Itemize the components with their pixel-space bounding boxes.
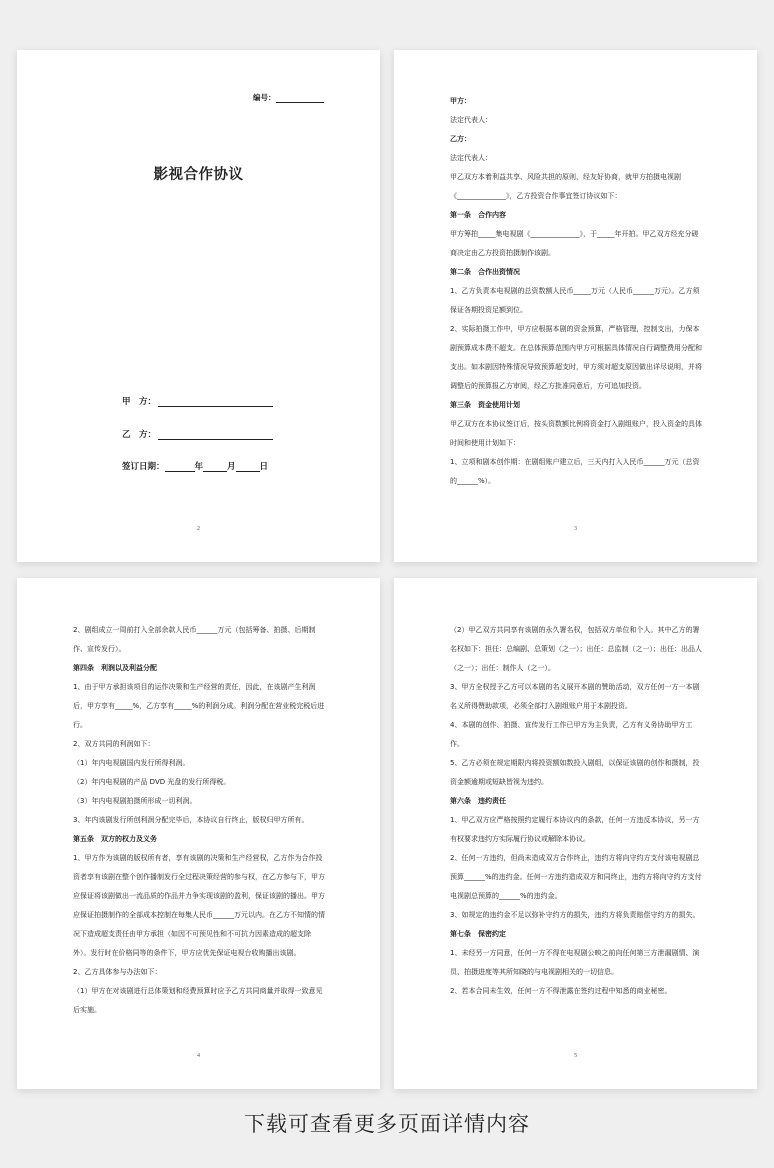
page-number: 4 [197,1053,200,1059]
page-4-body [73,621,328,1020]
contract-number-label: 编号： [253,93,276,102]
document-page-cover [17,50,380,562]
party-a-blank [158,397,273,407]
signing-date-line [122,460,268,472]
clause-paragraph: 法定代表人： [450,116,492,124]
clause-paragraph: 1、未经另一方同意，任何一方不得在电视剧公映之前向任何第三方泄漏剧情、演员、拍摄进度等其所知晓的与电视剧相关的一切信息。 [450,949,700,976]
signing-date-label: 签订日期： [122,462,165,472]
document-page-4 [17,578,380,1089]
page-5-body [450,621,705,1001]
clause-paragraph: 5、乙方必须在规定期限内将投资额如数投入剧组，以保证该剧的创作和摄制，投资金额逾期或短缺皆视为违约。 [450,759,700,786]
clause-paragraph: 甲乙双方在本协议签订后，按头资数额比例将资金打入剧组账户，投入资金的具体时间和使用计划如下： [450,420,702,447]
clause-paragraph: 3、如规定的违约金不足以弥补守约方的损失，违约方将负责赔偿守约方的损失。 [450,911,700,919]
party-a-label: 甲 方： [122,397,157,407]
clause-paragraph: 2、乙方具体参与办法如下： [73,968,162,976]
page-number: 5 [574,1053,577,1059]
clause-paragraph: （3）年内电视剧拍摄所形成一切利润。 [73,797,197,805]
clause-paragraph: 4、本剧的创作、拍摄、宣传发行工作已甲方为主负责，乙方有义务协助甲方工作。 [450,721,693,748]
page-number: 3 [574,526,577,532]
month-blank [203,462,227,472]
day-blank [236,462,260,472]
clause-paragraph: 2、若本合同未生效，任何一方不得泄露在签约过程中知悉的商业秘密。 [450,987,672,995]
section-heading: 第一条 合作内容 [450,211,506,219]
section-heading: 第四条 利润以及利益分配 [73,664,157,672]
party-b-signature-line [122,428,273,440]
clause-paragraph: （1）甲方在对该剧进行总体策划和经费预算时应予乙方共同商量并取得一致意见后实施。 [73,987,323,1014]
document-page-3 [394,50,757,562]
section-heading: 乙方： [450,135,471,143]
page-number: 2 [197,526,200,532]
clause-paragraph: 2、任何一方违约，但尚未造成双方合作终止，违约方将向守约方支付该电视剧总预算______%的违约金。任何一方违约造成双方和同终止，违约方将向守约方支付电视剧总预算的______%的违约金。 [450,854,702,900]
party-b-blank [158,430,273,440]
clause-paragraph: 1、乙方负责本电视剧的总资数额人民币_____万元（人民币______万元）。乙方须保证各期投资足额到位。 [450,287,700,314]
clause-paragraph: （1）年内电视剧国内发行所得利润。 [73,759,190,767]
clause-paragraph: 1、甲方作为该剧的版权所有者，享有该剧的决策和生产经营权，乙方作为合作投资者享有该剧在整个创作播制发行全过程决策经营的参与权，在乙方参与下，甲方应保证将该剧做出一流品质的作品并力争实现该剧的盈利，保证该剧的播出。甲方应保证拍摄制作的全部成本控制在每集人民币______万元以内。在乙方不知情的情况下造成超支责任由甲方承担（如因不可预见性和不可抗力因素造成的超支除外）。发行时在价格同等的条件下，甲方应优先保证电视台收购播出该剧。 [73,854,325,957]
section-heading: 甲方： [450,97,471,105]
year-label: 年 [194,462,204,472]
clause-paragraph: 2、剧组成立一周前打入全部余款人民币______万元（包括筹备、拍摄、后期制作、宣传发行）。 [73,626,316,653]
section-heading: 第七条 保密约定 [450,930,506,938]
section-heading: 第三条 资金使用计划 [450,401,520,409]
clause-paragraph: 1、由于甲方承担该项目的运作决策和生产经营的责任，因此，在该剧产生利润后，甲方享有_____%，乙方享有_____%的利润分成。利润分配在营业税完税后进行。 [73,683,325,729]
clause-paragraph: （2）年内电视剧的产品 DVD 光盘的发行所得税。 [73,778,231,786]
clause-paragraph: 3、年内该剧发行所创利润分配完毕后，本协议自行终止，版权归甲方所有。 [73,816,309,824]
clause-paragraph: 2、实际拍摄工作中，甲方应根据本剧的资金预算，严格管理，控制支出，力保本剧预算成本费不超支。在总体预算范围内甲方可根据具体情况自行调整费用分配和支出。如本剧因特殊情况导致预算超支时，甲方须对超支原因做出详尽说明，并将调整后的预算报乙方审阅，经乙方批准同意后，方可追加投资。 [450,325,702,390]
contract-number-field [253,92,324,103]
contract-number-blank [276,94,324,103]
clause-paragraph: 1、立项和剧本创作期：在剧组账户建立后，三天内打入人民币______万元（总资的______%）。 [450,458,700,485]
day-label: 日 [259,462,269,472]
section-heading: 第二条 合作出资情况 [450,268,520,276]
clause-paragraph: 甲方筹拍_____集电视剧《______________》，于_____年开拍。甲乙双方经充分磋商决定由乙方投资拍摄制作该剧。 [450,230,699,257]
party-b-label: 乙 方： [122,430,157,440]
page-3-body [450,92,705,491]
party-a-signature-line [122,395,273,407]
clause-paragraph: 3、甲方全权授予乙方可以本剧的名义展开本剧的赞助活动，双方任何一方一本剧名义所得赞助款项，必须全部打入剧组账户用于本剧投资。 [450,683,700,710]
year-blank [165,462,195,472]
section-heading: 第五条 双方的权力及义务 [73,835,157,843]
download-more-caption: 下载可查看更多页面详情内容 [244,1112,530,1136]
section-heading: 第六条 违约责任 [450,797,506,805]
clause-paragraph: （2）甲乙双方共同享有该剧的永久署名权，包括双方单位和个人。其中乙方的署名权如下：担任：总编剧、总策划（之一）；出任：总监制（之一）；出任：出品人（之一）；出任：制作人（之一）。 [450,626,702,672]
document-title: 影视合作协议 [153,167,244,183]
clause-paragraph: 2、双方共同的利润如下： [73,740,155,748]
document-page-5 [394,578,757,1089]
month-label: 月 [227,462,236,472]
clause-paragraph: 1、甲乙双方应严格按照约定履行本协议内的条款，任何一方违反本协议，另一方有权要求违约方实际履行协议或解除本协议。 [450,816,700,843]
clause-paragraph: 甲乙双方本着利益共享、风险共担的原则，经友好协商，就甲方拍摄电视剧《______________》，乙方投资合作事宜签订协议如下： [450,173,681,200]
clause-paragraph: 法定代表人： [450,154,492,162]
